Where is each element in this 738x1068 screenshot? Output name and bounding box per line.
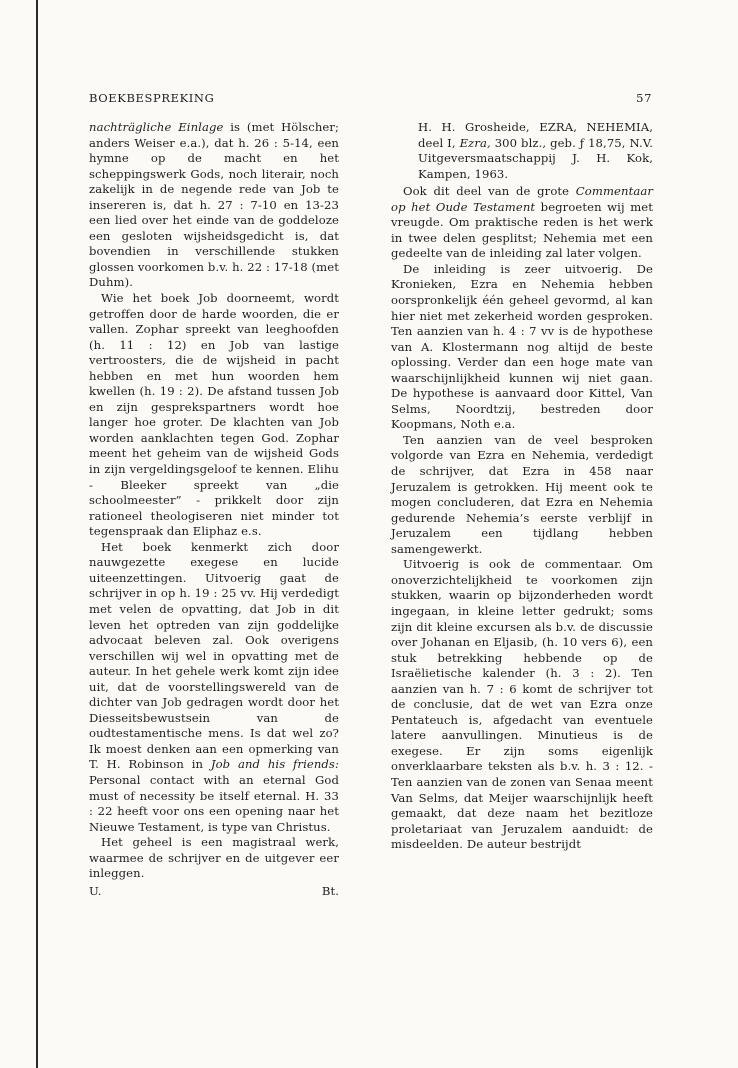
- page-number: 57: [636, 91, 652, 105]
- paragraph-text: Personal contact with an eternal God must of necessity be itself eternal. H. 33 : 22 heeft voor ons een opening naar het Nieuwe Testament, is type van Christus.: [89, 772, 339, 834]
- book-citation: [418, 120, 653, 182]
- italic-book-title: Ezra,: [459, 135, 491, 150]
- paragraph-text: Het boek kenmerkt zich door nauwgezette exegese en lucide uiteenzettingen. Uitvoerig gaat de schrijver in op h. 19 : 25 vv. Hij verdedigt met velen de opvatting, dat Job in dit leven het optreden van zijn goddelijke advocaat beleven zal. Ook overigens verschillen wij wel in opvatting met de auteur. In het gehele werk komt zijn idee uit, dat de voorstellingswereld van de dichter van Job gedragen wordt door het Diesseitsbewustsein van de oudtestamentische mens. Is dat wel zo? Ik moest denken aan een opmerking van T. H. Robinson in: [89, 539, 339, 772]
- paragraph-text: Ook dit deel van de grote: [403, 184, 576, 199]
- reviewer-initials: Bt.: [321, 883, 339, 898]
- citation-text: H. H. Grosheide, EZRA, NEHEMIA, deel I,: [418, 120, 653, 150]
- binding-edge: [36, 0, 38, 1068]
- review-paragraph: Ten aanzien van de veel besproken volgorde van Ezra en Nehemia, verdedigt de schrijver, dat Ezra in 458 naar Jeruzalem is getrokken. Hij meent ook te mogen concluderen, dat Ezra en Nehemia gedurende Nehemia’s eerste verblijf in Jeruzalem een tijdlang hebben samengewerkt.: [391, 432, 653, 556]
- paragraph-text: begroeten wij met vreugde. Om praktische reden is het werk in twee delen gesplitst; Nehemia met een gedeelte van de inleiding zal later volgen.: [391, 199, 654, 261]
- signoff-left: U.: [89, 883, 102, 898]
- review-signoff: [89, 884, 339, 900]
- review-paragraph: [391, 184, 653, 262]
- review-paragraph: [89, 540, 339, 835]
- left-column: [89, 120, 339, 899]
- page-header: [89, 91, 652, 109]
- review-paragraph: Wie het boek Job doorneemt, wordt getroffen door de harde woorden, die er vallen. Zophar spreekt van leeghoofden (h. 11 : 12) en Job van lastige vertroosters, die de wijsheid in pacht hebben en met hun woorden hem kwellen (h. 19 : 2). De afstand tussen Job en zijn gesprekspartners wordt hoe langer hoe groter. De klachten van Job worden aanklachten tegen God. Zophar meent het geheim van de wijsheid Gods in zijn vergeldingsgeloof te kennen. Elihu - Bleeker spreekt van „die schoolmeester” - prikkelt door zijn rationeel theologiseren niet minder tot tegenspraak dan Eliphaz e.s.: [89, 291, 339, 539]
- italic-book-title: Job and his friends:: [210, 757, 339, 772]
- citation-text: 300 blz., geb. ƒ 18,75, N.V. Uitgeversmaatschappij J. H. Kok, Kampen, 1963.: [418, 135, 653, 181]
- review-paragraph: [89, 120, 339, 291]
- review-paragraph: Het geheel is een magistraal werk, waarmee de schrijver en de uitgever eer inleggen.: [89, 835, 339, 881]
- review-paragraph: De inleiding is zeer uitvoerig. De Kronieken, Ezra en Nehemia hebben oorspronkelijk één geheel gevormd, al kan hier niet met zekerheid worden gesproken. Ten aanzien van h. 4 : 7 vv is de hypothese van A. Klostermann nog altijd de beste oplossing. Verder dan een hoge mate van waarschijnlijkheid kunnen wij niet gaan. De hypothese is aanvaard door Kittel, Van Selms, Noordtzij, bestreden door Koopmans, Noth e.a.: [391, 261, 653, 432]
- review-paragraph: Uitvoerig is ook de commentaar. Om onoverzichtelijkheid te voorkomen zijn stukken, waarin op bijzonderheden wordt ingegaan, in kleine letter gedrukt; soms zijn dit kleine excursen als b.v. de discussie over Johanan en Eljasib, (h. 10 vers 6), een stuk betrekking hebbende op de Israëlietische kalender (h. 3 : 2). Ten aanzien van h. 7 : 6 komt de schrijver tot de conclusie, dat de wet van Ezra onze Pentateuch is, afgedacht van eventuele latere aanvullingen. Minutieus is de exegese. Er zijn soms eigenlijk onverklaarbare teksten als b.v. h. 3 : 12. - Ten aanzien van de zonen van Senaa meent Van Selms, dat Meijer waarschijnlijk heeft gemaakt, dat deze naam het bezitloze proletariaat van Jeruzalem aanduidt: de misdeelden. De auteur bestrijdt: [391, 557, 653, 852]
- right-column: [391, 120, 653, 853]
- running-head: BOEKBESPREKING: [89, 91, 215, 105]
- italic-term: nachträgliche Einlage: [89, 120, 224, 134]
- paragraph-text: is (met Hölscher; anders Weiser e.a.), dat h. 26 : 5-14, een hymne op de macht en het scheppingswerk Gods, noch literair, noch zakelijk in de negende rede van Job te insereren is, dat h. 27 : 7-10 en 13-23 een lied over het einde van de goddeloze een gesloten wijsheidsgedicht is, dat bovendien in verschillende stukken glossen voorkomen b.v. h. 22 : 17-18 (met Duhm).: [89, 120, 339, 290]
- italic-series-title: Commentaar op het Oude Testament: [391, 184, 653, 214]
